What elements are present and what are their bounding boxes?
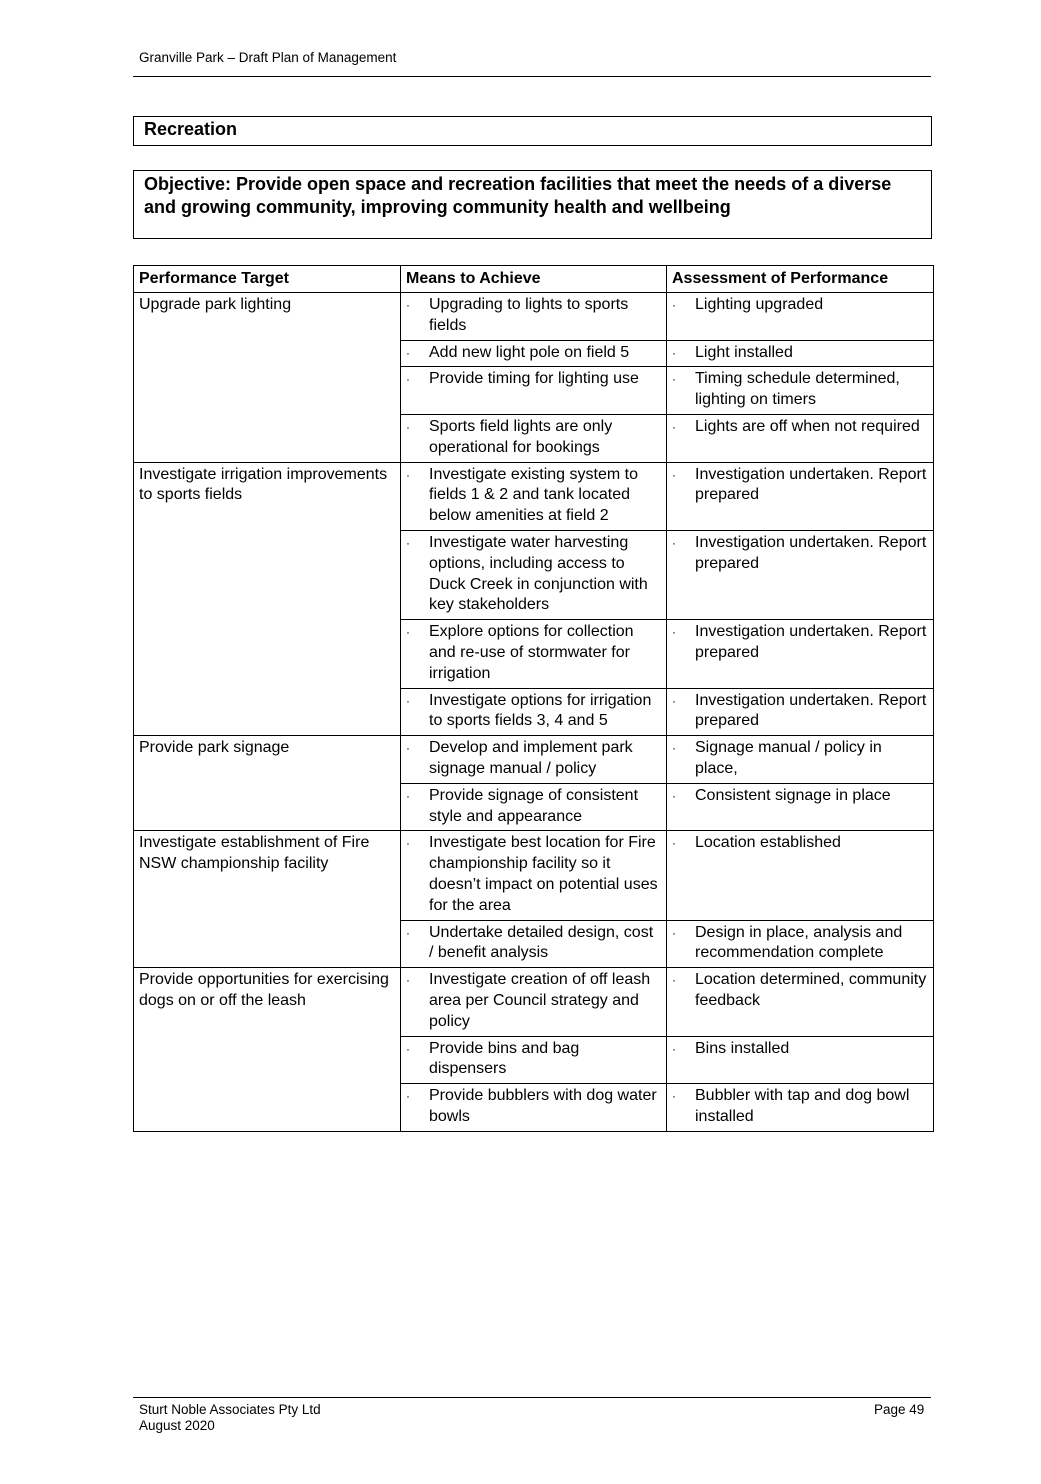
means-item [406, 970, 661, 1032]
means-item [406, 1086, 661, 1128]
means-to-achieve-cell [401, 367, 667, 415]
performance-target-cell: Investigate irrigation improvements to sports fields [134, 462, 401, 736]
bullet-icon: · [406, 925, 410, 940]
bullet-icon: · [406, 467, 410, 482]
means-text: Investigate creation of off leash area per Council strategy and policy [429, 971, 651, 1030]
means-to-achieve-cell [401, 293, 667, 341]
assessment-item [672, 738, 928, 780]
assessment-text: Investigation undertaken. Report prepared [695, 623, 927, 661]
means-text: Provide signage of consistent style and appearance [429, 786, 639, 825]
means-to-achieve-cell [401, 414, 667, 462]
assessment-text: Consistent signage in place [695, 786, 891, 804]
assessment-cell [667, 462, 934, 530]
bullet-icon: · [406, 741, 410, 756]
assessment-cell [667, 831, 934, 920]
column-header-assessment: Assessment of Performance [667, 266, 934, 293]
running-header: Granville Park – Draft Plan of Management [139, 50, 397, 65]
bullet-icon: · [406, 625, 410, 640]
means-item [406, 833, 661, 916]
assessment-cell [667, 620, 934, 688]
means-to-achieve-cell [401, 968, 667, 1036]
assessment-item [672, 833, 928, 854]
bullet-icon: · [406, 788, 410, 803]
assessment-text: Investigation undertaken. Report prepared [695, 533, 927, 572]
bullet-icon: · [672, 535, 676, 550]
bullet-icon: · [672, 625, 676, 640]
bullet-icon: · [672, 925, 676, 940]
bullet-icon: · [672, 836, 676, 851]
table-row [134, 968, 934, 1036]
bullet-icon: · [406, 693, 410, 708]
means-item [406, 295, 661, 337]
means-item [406, 465, 661, 527]
means-to-achieve-cell [401, 530, 667, 619]
bullet-icon: · [672, 345, 676, 360]
means-item [406, 691, 661, 733]
means-text: Provide bins and bag dispensers [429, 1039, 580, 1078]
objective-box [133, 170, 932, 239]
footer-company: Sturt Noble Associates Pty Ltd [139, 1402, 321, 1417]
section-box [133, 116, 932, 146]
means-to-achieve-cell [401, 831, 667, 920]
table-row [134, 462, 934, 530]
assessment-item [672, 1039, 928, 1060]
assessment-text: Lights are off when not required [695, 417, 920, 435]
means-text: Provide bubblers with dog water bowls [429, 1087, 657, 1125]
assessment-text: Timing schedule determined, lighting on timers [695, 370, 900, 409]
means-to-achieve-cell [401, 783, 667, 831]
assessment-cell [667, 1036, 934, 1084]
assessment-text: Design in place, analysis and recommendation complete [695, 923, 903, 962]
means-item [406, 622, 661, 684]
bullet-icon: · [406, 419, 410, 434]
means-item [406, 533, 661, 616]
assessment-item [672, 295, 928, 316]
means-text: Sports field lights are only operational for bookings [429, 417, 613, 456]
assessment-item [672, 970, 928, 1012]
means-to-achieve-cell [401, 462, 667, 530]
bullet-icon: · [406, 1041, 410, 1056]
assessment-text: Signage manual / policy in place, [695, 739, 882, 777]
bullet-icon: · [406, 973, 410, 988]
column-header-means: Means to Achieve [401, 266, 667, 293]
assessment-text: Lighting upgraded [695, 296, 824, 313]
bullet-icon: · [406, 345, 410, 360]
bullet-icon: · [406, 836, 410, 851]
assessment-cell [667, 783, 934, 831]
means-text: Explore options for collection and re-use of stormwater for irrigation [429, 623, 634, 682]
assessment-cell [667, 414, 934, 462]
performance-target-cell: Provide opportunities for exercising dogs on or off the leash [134, 968, 401, 1132]
assessment-text: Investigation undertaken. Report prepared [695, 691, 927, 730]
means-text: Investigate best location for Fire championship facility so it doesn’t impact on potential uses for the area [429, 834, 658, 914]
objective-text: Objective: Provide open space and recreation facilities that meet the needs of a diverse and growing community, improving community health and wellbeing [144, 174, 892, 217]
assessment-item [672, 533, 928, 575]
means-to-achieve-cell [401, 688, 667, 736]
bullet-icon: · [672, 467, 676, 482]
bullet-icon: · [672, 1041, 676, 1056]
assessment-item [672, 1086, 928, 1128]
means-item [406, 1039, 661, 1081]
assessment-cell [667, 367, 934, 415]
assessment-item [672, 923, 928, 965]
assessment-cell [667, 920, 934, 968]
section-title: Recreation [144, 119, 238, 139]
means-item [406, 786, 661, 828]
means-item [406, 417, 661, 459]
means-to-achieve-cell [401, 340, 667, 367]
assessment-item [672, 691, 928, 733]
means-to-achieve-cell [401, 1036, 667, 1084]
performance-target-cell: Investigate establishment of Fire NSW championship facility [134, 831, 401, 968]
assessment-item [672, 622, 928, 664]
column-header-target: Performance Target [134, 266, 401, 293]
bullet-icon: · [672, 973, 676, 988]
table-header-row [134, 266, 934, 293]
assessment-cell [667, 1084, 934, 1132]
performance-target-cell: Provide park signage [134, 736, 401, 831]
means-text: Investigate existing system to fields 1 & 2 and tank located below amenities at field 2 [429, 465, 638, 525]
means-to-achieve-cell [401, 620, 667, 688]
assessment-item [672, 465, 928, 507]
assessment-item [672, 786, 928, 807]
footer-rule [133, 1397, 931, 1398]
means-item [406, 738, 661, 780]
assessment-text: Light installed [695, 343, 793, 361]
means-item [406, 923, 661, 965]
assessment-cell [667, 688, 934, 736]
assessment-cell [667, 340, 934, 367]
assessment-cell [667, 736, 934, 784]
means-text: Undertake detailed design, cost / benefit analysis [429, 923, 654, 962]
means-text: Provide timing for lighting use [429, 370, 639, 388]
means-text: Upgrading to lights to sports fields [429, 296, 629, 334]
means-text: Add new light pole on field 5 [429, 343, 630, 361]
means-to-achieve-cell [401, 736, 667, 784]
assessment-text: Bins installed [695, 1039, 790, 1057]
table-row [134, 293, 934, 341]
assessment-cell [667, 530, 934, 619]
table-row [134, 736, 934, 784]
table-body [134, 293, 934, 1132]
bullet-icon: · [672, 419, 676, 434]
assessment-text: Investigation undertaken. Report prepared [695, 465, 927, 504]
bullet-icon: · [672, 788, 676, 803]
means-text: Investigate water harvesting options, including access to Duck Creek in conjunction with key stakeholders [429, 533, 648, 614]
means-item [406, 369, 661, 390]
assessment-text: Location determined, community feedback [695, 971, 927, 1009]
performance-target-cell: Upgrade park lighting [134, 293, 401, 463]
bullet-icon: · [672, 1089, 676, 1104]
footer-page-number: Page 49 [874, 1402, 925, 1417]
bullet-icon: · [406, 1089, 410, 1104]
assessment-text: Location established [695, 834, 841, 852]
assessment-item [672, 417, 928, 438]
means-to-achieve-cell [401, 920, 667, 968]
means-to-achieve-cell [401, 1084, 667, 1132]
assessment-item [672, 343, 928, 364]
assessment-item [672, 369, 928, 411]
bullet-icon: · [672, 693, 676, 708]
bullet-icon: · [406, 298, 410, 312]
assessment-cell [667, 968, 934, 1036]
bullet-icon: · [406, 535, 410, 550]
footer-date: August 2020 [139, 1418, 215, 1433]
means-text: Investigate options for irrigation to sports fields 3, 4 and 5 [429, 691, 652, 730]
assessment-text: Bubbler with tap and dog bowl installed [695, 1087, 910, 1125]
assessment-cell [667, 293, 934, 341]
bullet-icon: · [672, 741, 676, 756]
bullet-icon: · [672, 298, 676, 312]
bullet-icon: · [406, 372, 410, 387]
performance-table [133, 265, 934, 1132]
bullet-icon: · [672, 372, 676, 387]
table-row [134, 831, 934, 920]
header-rule [133, 76, 931, 77]
footer-left [139, 1402, 321, 1434]
means-text: Develop and implement park signage manual / policy [429, 739, 633, 777]
means-item [406, 343, 661, 364]
